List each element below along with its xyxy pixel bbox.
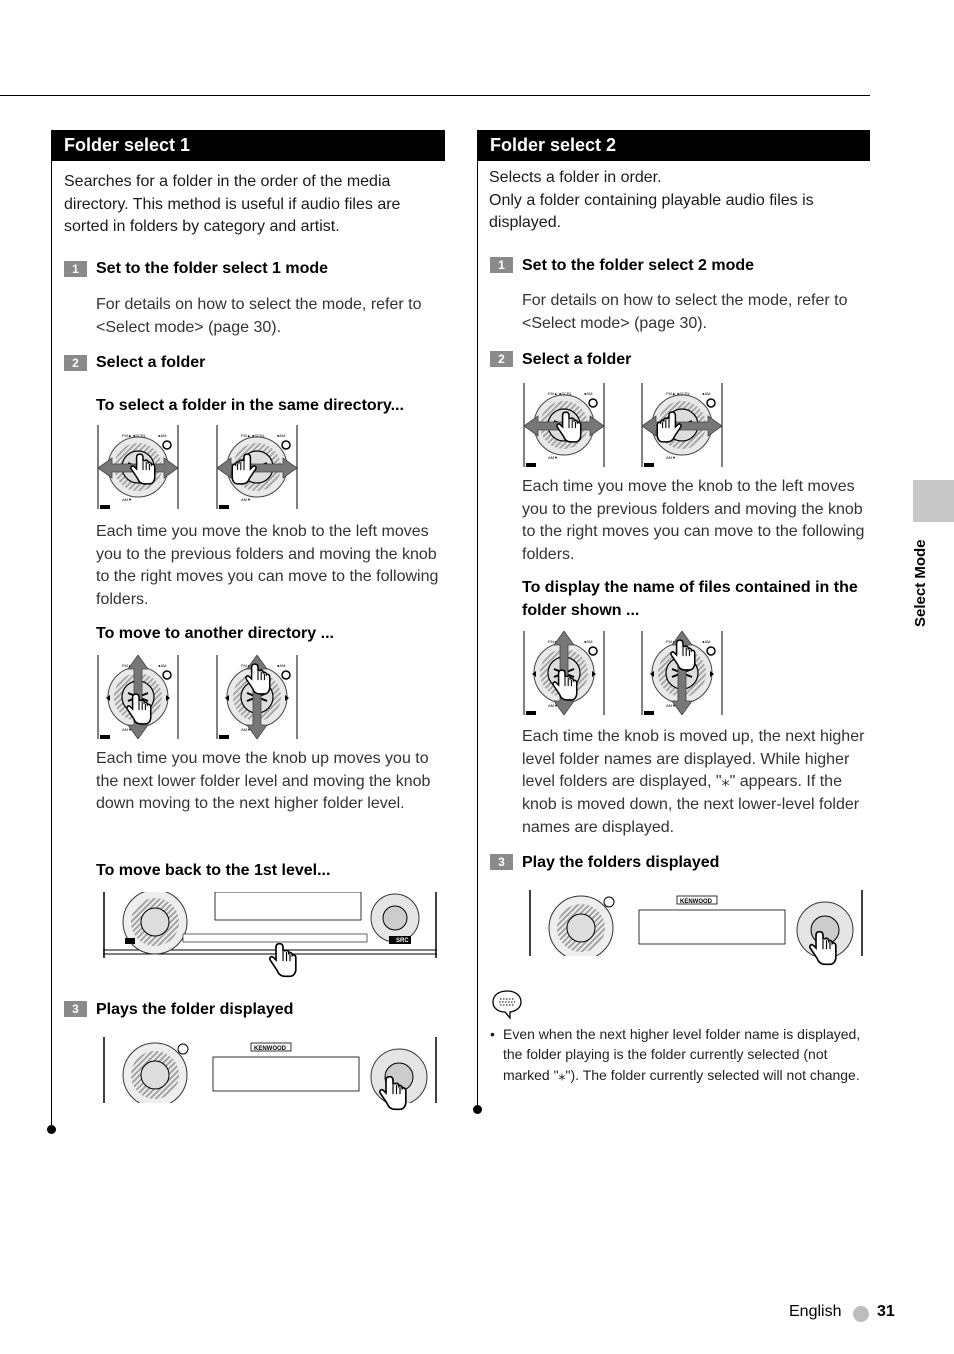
hand-icon [552,669,578,701]
left-step1-title: Set to the folder select 1 mode [96,260,329,277]
right-step2-title: Select a folder [522,351,632,368]
right-para-select: Each time you move the knob to the left moves you to the previous folders and moving the knob to the right moves you can move to the following folders. [522,478,865,564]
left-knob-diagram-right [215,425,299,509]
footer-page-number: 31 [877,1303,895,1320]
right-sub-display-names: To display the name of files contained in the folder shown ... [522,579,858,619]
device-src-label: SRC [396,938,409,944]
hand-icon [556,411,582,443]
left-device-front-panel [103,892,437,958]
right-knob-diagram-left [522,383,606,467]
right-knob-diagram-up [522,631,606,715]
left-sub-same-directory: To select a folder in the same directory... [96,397,404,414]
left-knob-diagram-up [96,655,180,739]
right-step2-badge: 2 [490,351,513,367]
side-tab-label: Select Mode [912,539,929,627]
note-icon [490,988,524,1020]
left-step2-title: Select a folder [96,354,206,371]
hand-icon [245,663,271,695]
left-step1-badge: 1 [64,261,87,277]
left-intro: Searches for a folder in the order of the media directory. This method is useful if audio files are sorted in folders by category and artist. [64,173,401,236]
right-device-play-panel [529,890,863,956]
side-tab [913,480,954,522]
top-rule [0,95,870,96]
footer-language: English [789,1303,842,1320]
hand-icon [656,411,682,443]
left-step3-badge: 3 [64,1001,87,1017]
left-step2-badge: 2 [64,355,87,371]
right-step3-badge: 3 [490,854,513,870]
device-brand: KENWOOD [680,899,712,905]
right-intro: Selects a folder in order. Only a folder containing playable audio files is displayed. [489,169,814,232]
hand-icon [809,928,837,968]
left-step1-body: For details on how to select the mode, refer to <Select mode> (page 30). [96,296,422,336]
note-text: Even when the next higher level folder name is displayed, the folder playing is the folder currently selected (not marked "⁎"). The folder currently selected will not change. [503,1026,861,1083]
hand-icon [130,453,156,485]
right-step3-title: Play the folders displayed [522,854,720,871]
right-step1-badge: 1 [490,257,513,273]
right-step1-body: For details on how to select the mode, refer to <Select mode> (page 30). [522,292,848,332]
hand-icon [379,1073,407,1113]
left-sub-another-directory: To move to another directory ... [96,625,334,642]
left-para-same-directory: Each time you move the knob to the left moves you to the previous folders and moving the knob to the right moves you can move to the following folders. [96,523,439,609]
note-bullet: • [490,1026,495,1042]
hand-icon [231,453,257,485]
left-step3-title: Plays the folder displayed [96,1001,294,1018]
left-sub-first-level: To move back to the 1st level... [96,862,331,879]
hand-icon [670,639,696,671]
hand-icon [269,940,297,980]
right-section-header: Folder select 2 [477,130,870,161]
right-knob-diagram-right [640,383,724,467]
right-column-end-dot [473,1105,482,1114]
right-step1-title: Set to the folder select 2 mode [522,257,755,274]
left-section-header: Folder select 1 [51,130,445,161]
left-para-another-directory: Each time you move the knob up moves you to the next lower folder level and moving the knob down moving to the next higher folder level. [96,750,431,813]
hand-icon [126,693,152,725]
left-device-play-panel [103,1037,437,1103]
device-brand: KENWOOD [254,1046,286,1052]
right-column-rule [477,160,478,1106]
left-knob-diagram-down [215,655,299,739]
right-para-display-names: Each time the knob is moved up, the next higher level folder names are displayed. While higher level folders are displayed, "⁎" appears. If the knob is moved down, the next lower-level folder names are displayed. [522,728,865,836]
left-knob-diagram-left [96,425,180,509]
left-column-rule [51,160,52,1126]
left-column-end-dot [47,1125,56,1134]
right-knob-diagram-down [640,631,724,715]
footer-dot-icon [853,1306,869,1322]
